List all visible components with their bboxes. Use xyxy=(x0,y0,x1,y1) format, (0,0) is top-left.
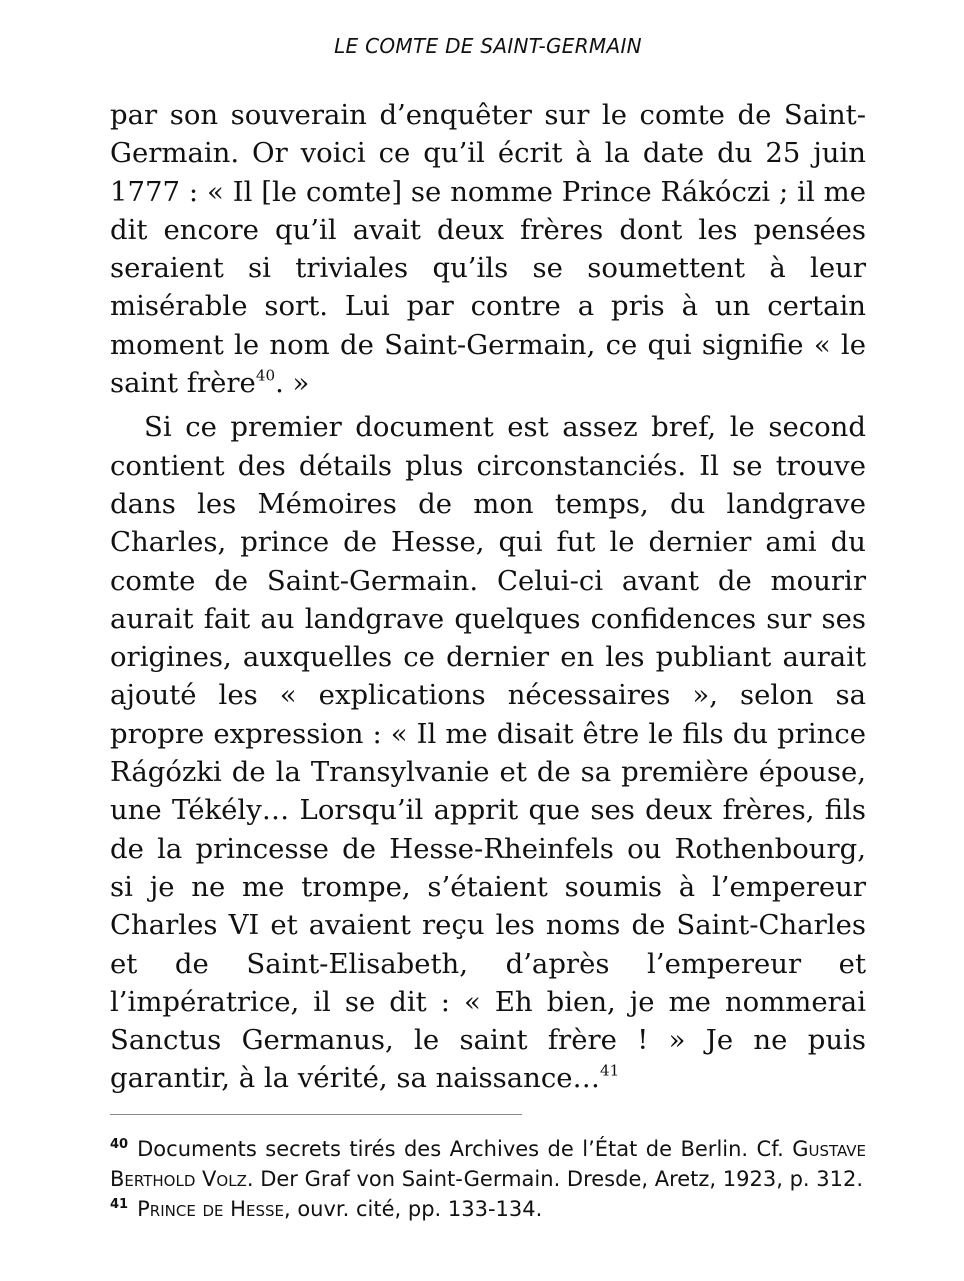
footnotes xyxy=(110,1134,866,1224)
paragraph-2 xyxy=(110,408,866,1097)
footnote-separator xyxy=(110,1114,522,1115)
footnote-41 xyxy=(110,1194,866,1224)
paragraph-2-text: Si ce premier document est assez bref, le second contient des détails plus circonstanciés. Il se trouve dans les Mémoires de mon temps, du landgrave Charles, prince de Hesse, qui fut le dernier ami du comte de Saint-Germain. Celui-ci avant de mourir aurait fait au landgrave quelques confidences sur ses origines, auxquelles ce dernier en les publiant aurait ajouté les « explications nécessaires », selon sa propre expression : « Il me disait être le fils du prince Rágózki de la Transylvanie et de sa première épouse, une Tékély… Lorsqu’il apprit que ses deux frères, fils de la princesse de Hesse-Rheinfels ou Rothenbourg, si je ne me trompe, s’étaient soumis à l’empereur Charles VI et avaient reçu les noms de Saint-Charles et de Saint-Elisabeth, d’après l’empereur et l’impératrice, il se dit : « Eh bien, je me nommerai Sanctus Germanus, le saint frère ! » Je ne puis garantir, à la vérité, sa naissance… xyxy=(110,411,866,1095)
footnote-author: Prince de Hesse xyxy=(137,1197,284,1221)
paragraph-1-tail: . » xyxy=(275,367,310,400)
footnote-text: . Der Graf von Saint-Germain. Dresde, Aretz, 1923, p. 312. xyxy=(246,1167,864,1191)
footnote-number: 41 xyxy=(110,1197,129,1213)
footnote-number: 40 xyxy=(110,1137,129,1153)
footnote-text: Documents secrets tirés des Archives de l’État de Berlin. Cf. xyxy=(137,1137,793,1161)
paragraph-1 xyxy=(110,96,866,402)
footnote-author: Gustave Berthold Volz xyxy=(110,1137,866,1191)
footnote-text: , ouvr. cité, pp. 133-134. xyxy=(283,1197,543,1221)
body-text xyxy=(110,96,866,1098)
footnote-40 xyxy=(110,1134,866,1194)
footnote-ref-41[interactable]: 41 xyxy=(600,1062,620,1081)
footnote-ref-40[interactable]: 40 xyxy=(255,366,276,385)
running-head: LE COMTE DE SAINT-GERMAIN xyxy=(334,34,642,58)
paragraph-1-text: par son souverain d’enquêter sur le comte de Saint-Germain. Or voici ce qu’il écrit à la date du 25 juin 1777 : « Il [le comte] se nomme Prince Rákóczi ; il me dit encore qu’il avait deux frères dont les pensées seraient si triviales qu’ils se soumettent à leur misérable sort. Lui par contre a pris à un certain moment le nom de Saint-Germain, ce qui signifie « le saint frère xyxy=(110,99,866,400)
